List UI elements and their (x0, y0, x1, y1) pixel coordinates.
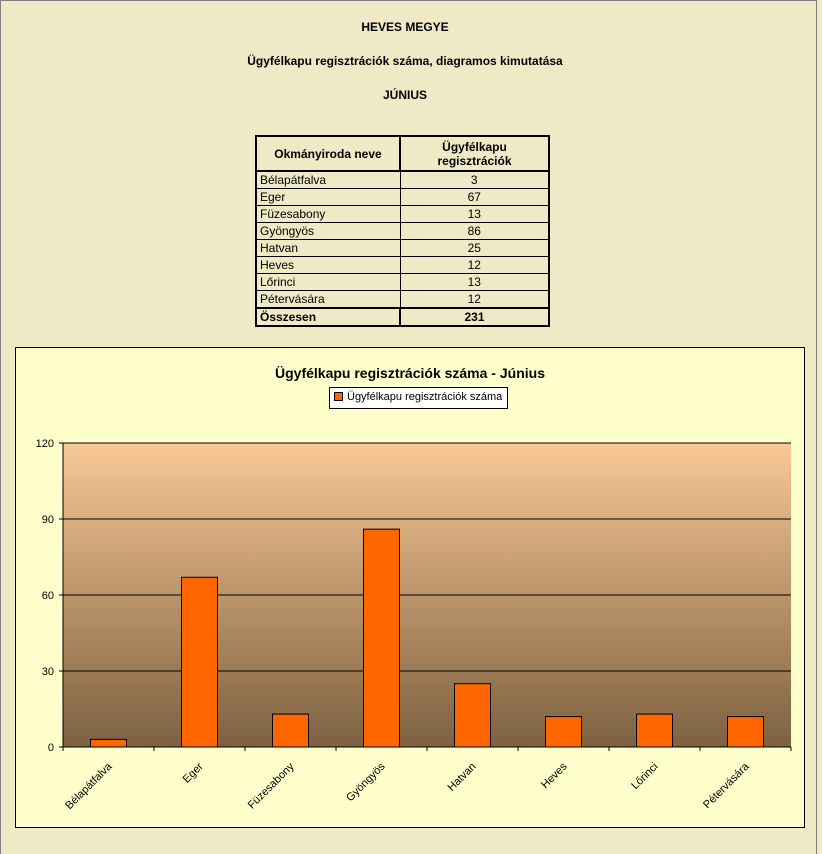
chart-title: Ügyfélkapu regisztrációk száma - Június (275, 365, 545, 381)
col-header-count: Ügyfélkapu regisztrációk (400, 136, 549, 171)
table-total-row (256, 308, 549, 326)
registration-count: 67 (400, 189, 549, 206)
registration-count: 13 (400, 206, 549, 223)
frame-border-top (0, 0, 817, 1)
report-subtitle: Ügyfélkapu regisztrációk száma, diagramos kimutatása (247, 54, 563, 68)
y-tick-label: 120 (35, 438, 54, 450)
bar (273, 714, 309, 747)
frame-border-left (0, 0, 1, 854)
table-row (256, 189, 549, 206)
bar-chart (16, 348, 804, 827)
table-row (256, 223, 549, 240)
registration-count: 3 (400, 171, 549, 189)
x-tick-label: Bélapátfalva (63, 760, 115, 812)
office-name: Eger (256, 189, 400, 206)
y-tick-label: 0 (47, 742, 54, 754)
table-row (256, 257, 549, 274)
y-tick-label: 60 (41, 590, 54, 602)
registration-count: 12 (400, 291, 549, 309)
registration-count: 13 (400, 274, 549, 291)
x-tick-label: Gyöngyös (344, 760, 388, 805)
bar (182, 577, 218, 747)
bar (364, 529, 400, 747)
x-tick-label: Pétervására (701, 760, 752, 812)
bar (728, 717, 764, 747)
registration-count: 12 (400, 257, 549, 274)
x-tick-label: Füzesabony (245, 760, 297, 812)
office-name: Bélapátfalva (256, 171, 400, 189)
y-tick-label: 30 (41, 666, 54, 678)
x-tick-label: Hatvan (445, 760, 479, 794)
x-tick-label: Lőrinci (629, 760, 661, 793)
office-name: Lőrinci (256, 274, 400, 291)
bar (637, 714, 673, 747)
x-tick-label: Heves (539, 760, 570, 792)
table-row (256, 206, 549, 223)
registration-count: 86 (400, 223, 549, 240)
chart-area (15, 347, 805, 828)
bar (91, 739, 127, 747)
table-row (256, 274, 549, 291)
month-title: JÚNIUS (382, 88, 427, 102)
table-row (256, 240, 549, 257)
office-name: Hatvan (256, 240, 400, 257)
frame-border-right (816, 0, 817, 854)
y-tick-label: 90 (41, 514, 54, 526)
col-header-office: Okmányiroda neve (256, 136, 400, 171)
registrations-table (255, 135, 550, 327)
bar (455, 684, 491, 747)
legend-label: Ügyfélkapu regisztrációk száma (347, 391, 503, 403)
table-row (256, 171, 549, 189)
bar (546, 717, 582, 747)
table-row (256, 291, 549, 309)
office-name: Füzesabony (256, 206, 400, 223)
total-value: 231 (400, 308, 549, 326)
x-tick-label: Eger (180, 760, 206, 786)
office-name: Pétervására (256, 291, 400, 309)
total-label: Összesen (256, 308, 400, 326)
county-title: HEVES MEGYE (361, 20, 449, 34)
office-name: Heves (256, 257, 400, 274)
registration-count: 25 (400, 240, 549, 257)
office-name: Gyöngyös (256, 223, 400, 240)
